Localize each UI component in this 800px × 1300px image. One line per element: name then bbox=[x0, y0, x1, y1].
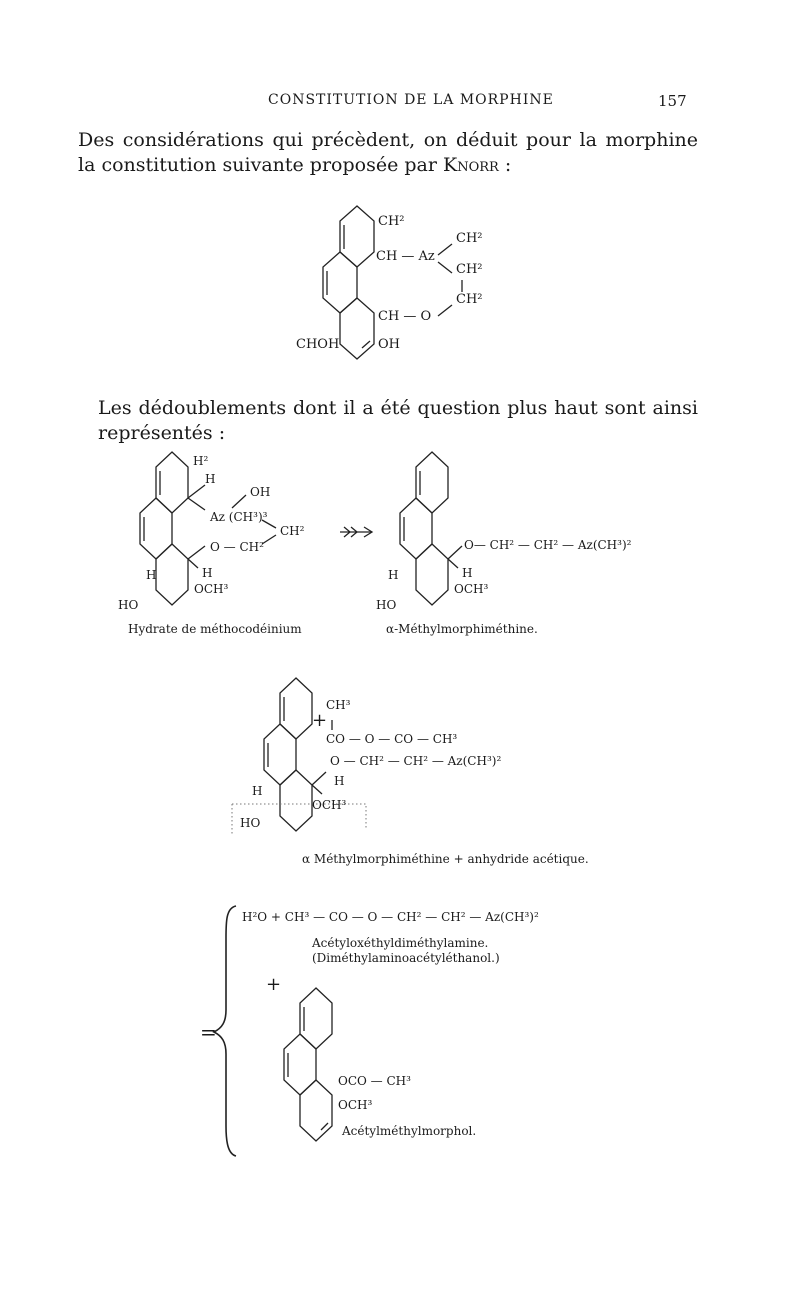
scheme-3 bbox=[0, 898, 800, 1158]
s2-o-line: O — CH² — CH² — Az(CH³)² bbox=[330, 754, 502, 768]
intro-author: Knorr bbox=[443, 154, 499, 176]
s1-left-h2: H² bbox=[193, 454, 209, 468]
s1-left-och3: OCH³ bbox=[194, 582, 229, 596]
scheme-2-lines bbox=[0, 670, 800, 880]
s1-right-och3: OCH³ bbox=[454, 582, 489, 596]
s3-caption: Acétylméthylmorphol. bbox=[342, 1124, 477, 1138]
s3-oco: OCO — CH³ bbox=[338, 1074, 411, 1088]
s2-co-line: CO — O — CO — CH³ bbox=[326, 732, 458, 746]
s3-name-1: Acétyloxéthyldiméthylamine. bbox=[312, 936, 489, 950]
s1-left-az: Az (CH³)³ bbox=[210, 510, 268, 524]
scheme-1-lines bbox=[0, 440, 800, 650]
s1-left-o-ch2: O — CH² bbox=[210, 540, 264, 554]
s3-plus: + bbox=[266, 974, 282, 995]
scheme-2 bbox=[0, 670, 800, 880]
s1-right-chain: O— CH² — CH² — Az(CH³)² bbox=[464, 538, 632, 552]
s2-h-left: H bbox=[252, 784, 263, 798]
knorr-ch2-r2: CH² bbox=[456, 262, 483, 277]
s1-left-ho: HO bbox=[118, 598, 139, 612]
knorr-formula bbox=[0, 0, 800, 390]
knorr-ch-o: CH — O bbox=[378, 309, 432, 324]
header-title: CONSTITUTION DE LA MORPHINE bbox=[268, 92, 554, 108]
s2-h-right: H bbox=[334, 774, 345, 788]
knorr-ch-az: CH — Az bbox=[376, 249, 435, 264]
s1-left-ch2: CH² bbox=[280, 524, 305, 538]
knorr-oh: OH bbox=[378, 337, 400, 352]
intro-end: : bbox=[498, 154, 512, 176]
knorr-ch2-r1: CH² bbox=[456, 231, 483, 246]
s1-left-h: H bbox=[205, 472, 216, 486]
s3-equation-line: H²O + CH³ — CO — O — CH² — CH² — Az(CH³)² bbox=[242, 910, 539, 924]
intro-text: Des considérations qui précèdent, on déduit pour la morphine la constitution suivante proposée par bbox=[78, 129, 698, 176]
s1-right-ho: HO bbox=[376, 598, 397, 612]
s3-name-2: (Diméthylaminoacétyléthanol.) bbox=[312, 951, 500, 965]
knorr-choh: CHOH bbox=[296, 337, 340, 352]
knorr-ch2-r3: CH² bbox=[456, 292, 483, 307]
s2-ho: HO bbox=[240, 816, 261, 830]
page-number: 157 bbox=[658, 92, 687, 110]
knorr-ch2-top: CH² bbox=[378, 214, 405, 229]
s3-equals: = bbox=[200, 1020, 217, 1044]
s1-left-oh: OH bbox=[250, 485, 271, 499]
s1-left-h-right: H bbox=[202, 566, 213, 580]
s1-left-h-left: H bbox=[146, 568, 157, 582]
s1-right-caption: α-Méthylmorphiméthine. bbox=[386, 622, 538, 636]
scheme-1 bbox=[0, 440, 800, 650]
s3-och3: OCH³ bbox=[338, 1098, 373, 1112]
s2-och3: OCH³ bbox=[312, 798, 347, 812]
s1-right-h-right: H bbox=[462, 566, 473, 580]
s1-left-caption: Hydrate de méthocodéinium bbox=[128, 622, 302, 636]
s2-ch3: CH³ bbox=[326, 698, 351, 712]
s1-right-h-left: H bbox=[388, 568, 399, 582]
s2-caption: α Méthylmorphiméthine + anhydride acétique. bbox=[302, 852, 589, 866]
knorr-structure-lines bbox=[0, 0, 800, 390]
second-paragraph: Les dédoublements dont il a été question plus haut sont ainsi représentés : bbox=[98, 397, 698, 444]
s2-plus: + bbox=[312, 710, 328, 731]
